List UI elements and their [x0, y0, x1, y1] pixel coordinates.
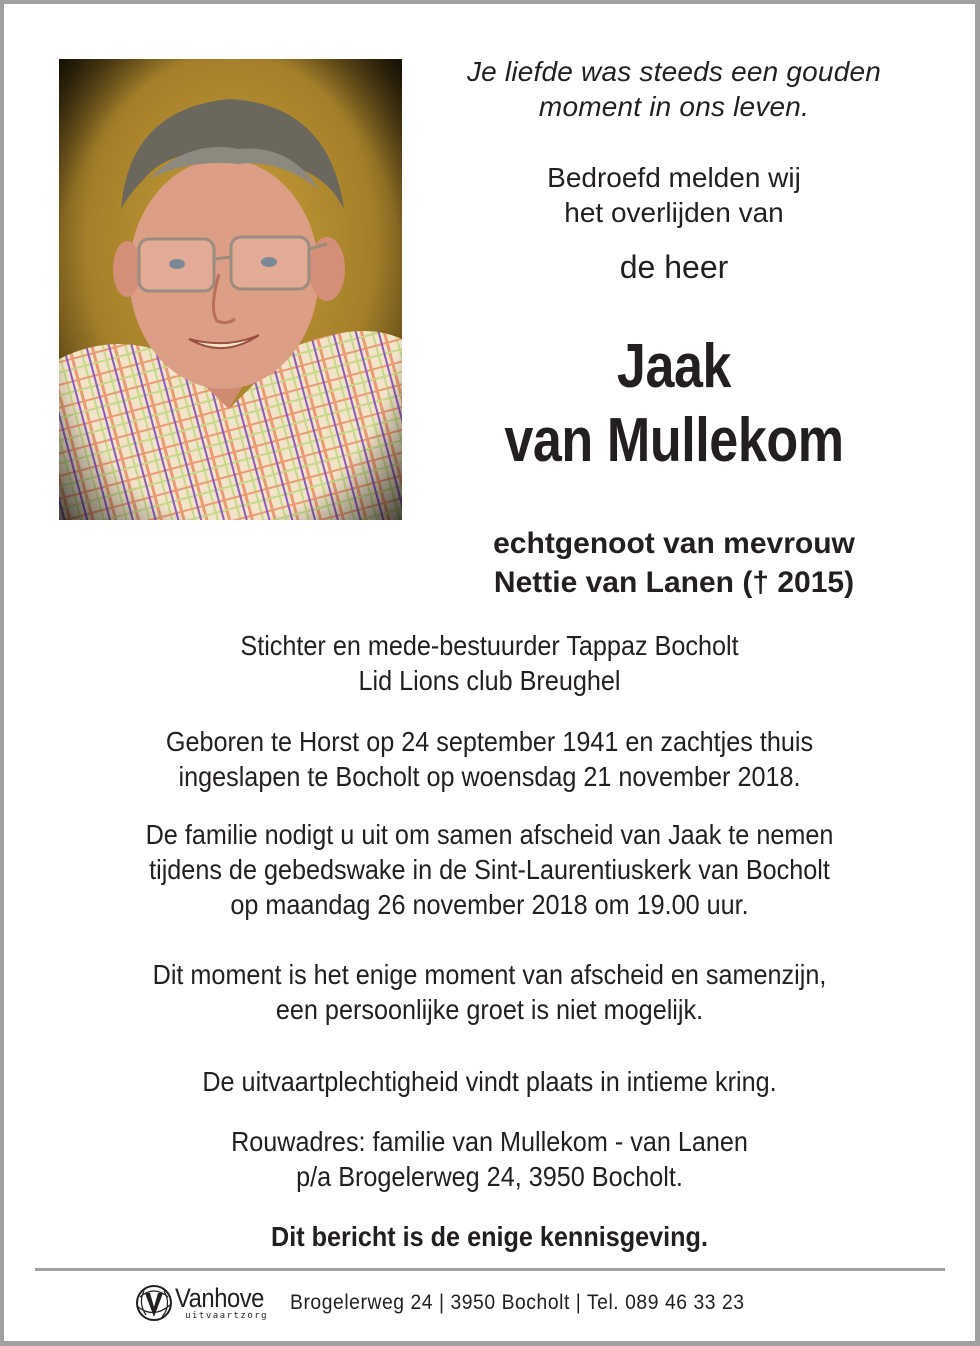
first-name: Jaak [616, 332, 732, 401]
wake-line-1: De familie nodigt u uit om samen afscheid van Jaak te nemen [145, 819, 834, 850]
roles-line-2: Lid Lions club Breughel [358, 665, 621, 696]
wake-info [4, 817, 975, 922]
announcement [424, 160, 924, 230]
honorific: de heer [619, 249, 729, 285]
funeral-line: De uitvaartplechtigheid vindt plaats in intieme kring. [202, 1066, 777, 1097]
farewell-info [4, 957, 975, 1027]
logo-subtitle: uitvaartzorg [185, 1311, 269, 1321]
roles [4, 628, 975, 698]
funeral-info [4, 1064, 975, 1099]
logo-name: Vanhove [175, 1283, 264, 1313]
deceased-name [464, 330, 884, 478]
closing-line: Dit bericht is de enige kennisgeving. [271, 1221, 708, 1252]
announcement-line-1: Bedroefd melden wij [547, 162, 801, 193]
quote-line-2: moment in ons leven. [538, 91, 810, 122]
portrait-image [59, 59, 402, 520]
birth-death [4, 724, 975, 794]
closing-statement [4, 1219, 975, 1254]
roles-line-1: Stichter en mede-bestuurder Tappaz Bocholt [240, 630, 739, 661]
obituary-card [4, 4, 975, 1341]
quote-line-1: Je liefde was steeds een gouden [466, 56, 882, 87]
logo-text [175, 1285, 276, 1321]
last-name: van Mullekom [504, 406, 844, 475]
footer-contact-info: Brogelerweg 24 | 3950 Bocholt | Tel. 089 46 33 23 [290, 1291, 745, 1314]
mourning-address [4, 1124, 975, 1194]
spouse-line-1: echtgenoot van mevrouw [493, 527, 855, 560]
address-line-2: p/a Brogelerweg 24, 3950 Bocholt. [296, 1161, 683, 1192]
portrait-photo [59, 59, 402, 520]
farewell-line-1: Dit moment is het enige moment van afscheid en samenzijn, [152, 959, 827, 990]
birth-death-line-1: Geboren te Horst op 24 september 1941 en zachtjes thuis [165, 726, 814, 757]
quote [424, 54, 924, 124]
birth-death-line-2: ingeslapen te Bocholt op woensdag 21 november 2018. [178, 761, 801, 792]
address-line-1: Rouwadres: familie van Mullekom - van Lanen [231, 1126, 748, 1157]
wake-line-3: op maandag 26 november 2018 om 19.00 uur. [230, 889, 749, 920]
spouse-info [424, 524, 924, 602]
footer [134, 1278, 784, 1328]
vanhove-logo-icon [134, 1283, 174, 1323]
farewell-line-2: een persoonlijke groet is niet mogelijk. [275, 994, 704, 1025]
announcement-line-2: het overlijden van [564, 197, 784, 228]
wake-line-2: tijdens de gebedswake in de Sint-Laurentiuskerk van Bocholt [149, 854, 830, 885]
spouse-line-2: Nettie van Lanen († 2015) [493, 566, 855, 599]
footer-divider [35, 1268, 945, 1271]
vanhove-logo [134, 1283, 276, 1323]
